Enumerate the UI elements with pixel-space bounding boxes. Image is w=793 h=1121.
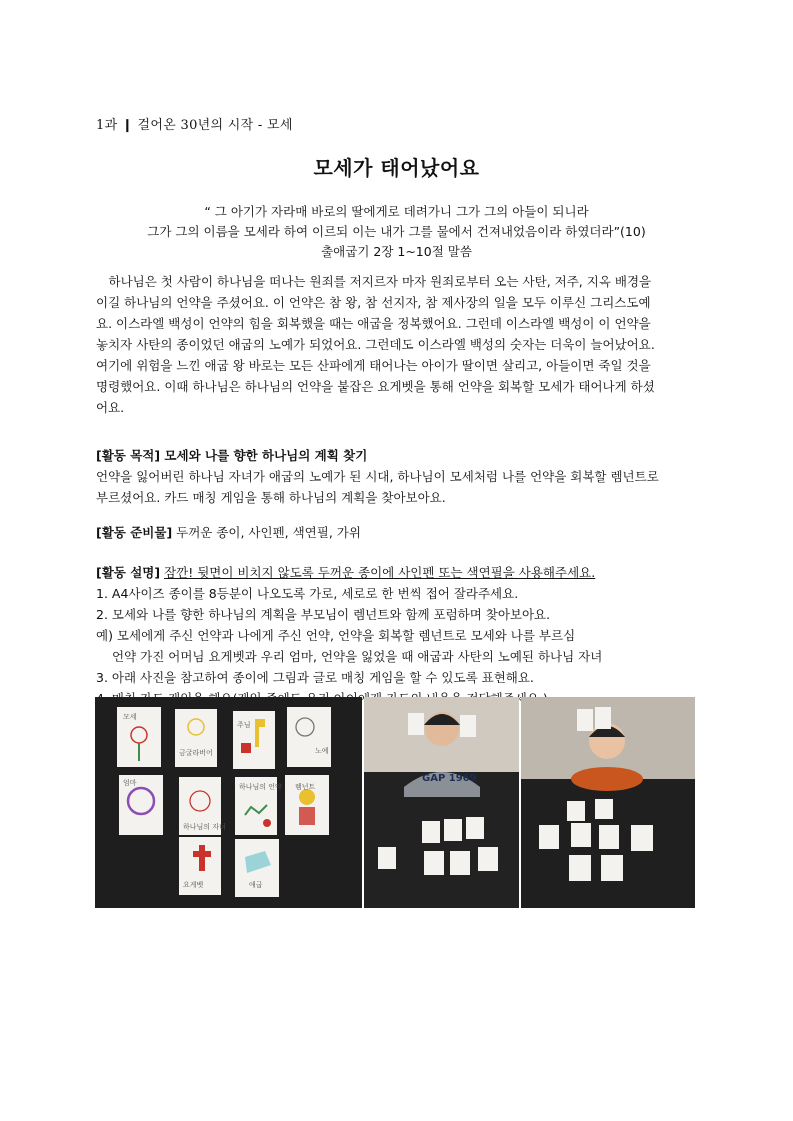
materials-heading: [활동 준비물] (96, 525, 173, 540)
example-2: 언약 가진 어머님 요게벳과 우리 엄마, 언약을 잃었을 때 애굽과 사탄의 노예된 하나님 자녀 (112, 649, 603, 664)
description-heading: [활동 설명] (96, 565, 161, 580)
materials-text: 두꺼운 종이, 사인펜, 색연필, 가위 (172, 525, 361, 540)
verse-line-1: “ 그 아기가 자라매 바로의 딸에게로 데려가니 그가 그의 아들이 되니라 (204, 204, 589, 219)
activity-photos (95, 697, 695, 908)
intro-line: 여기에 위험을 느낀 애굽 왕 바로는 모든 산파에게 태어나는 아이가 딸이면 살리고, 아들이면 죽일 것을 (96, 358, 651, 373)
card-label-lord: 주님 (237, 721, 251, 729)
card-label-mom: 엄마 (123, 779, 137, 787)
intro-line: 하나님은 첫 사람이 하나님을 떠나는 원죄를 저지르자 마자 원죄로부터 오는 사탄, 저주, 지옥 배경을 (96, 274, 652, 289)
photo-cards-drawn (95, 697, 362, 908)
card-label-ark: 애굽 (249, 881, 263, 889)
photo-boy-playing (364, 697, 519, 908)
verse-reference: 출애굽기 2장 1~10절 말씀 (321, 244, 472, 259)
card-label-call: 렘넌트 (295, 783, 316, 791)
card-label-slave: 노예 (315, 747, 329, 755)
card-label-god: 하나님의 언약 (239, 783, 282, 791)
activity-purpose (96, 445, 698, 508)
intro-line: 어요. (96, 400, 125, 415)
description-note: 잠깐! 뒷면이 비치지 않도록 두꺼운 종이에 사인펜 또는 색연필을 사용해주세요. (164, 565, 596, 580)
card-label-me: 하나님의 자녀 (183, 823, 226, 831)
bible-verse (0, 202, 793, 262)
intro-paragraph (96, 271, 698, 418)
step-1: 1. A4사이즈 종이를 8등분이 나오도록 가로, 세로로 한 번씩 접어 잘라주세요. (96, 586, 519, 601)
intro-line: 명령했어요. 이때 하나님은 하나님의 언약을 붙잡은 요게벳을 통해 언약을 회복할 모세가 태어나게 하셨 (96, 379, 655, 394)
card-label-king: 금굴라버어 (179, 749, 213, 757)
step-3: 3. 아래 사진을 참고하여 종이에 그림과 글로 매칭 게임을 할 수 있도록 표현해요. (96, 670, 534, 685)
drawn-cards-image (95, 697, 362, 908)
page-title: 모세가 태어났어요 (313, 156, 480, 180)
purpose-line-2: 부르셨어요. 카드 매칭 게임을 통해 하나님의 계획을 찾아보아요. (96, 490, 446, 505)
purpose-heading: [활동 목적] 모세와 나를 향한 하나님의 계획 찾기 (96, 448, 368, 463)
activity-description (96, 562, 698, 709)
verse-line-2: 그가 그의 이름을 모세라 하여 이르되 이는 내가 그를 물에서 건져내었음이라 하였더라”(10) (147, 224, 646, 239)
purpose-line-1: 언약을 잃어버린 하나님 자녀가 애굽의 노예가 된 시대, 하나님이 모세처럼 나를 언약을 회복할 렘넌트로 (96, 469, 659, 484)
shirt-text: GAP 1969 (422, 773, 477, 784)
intro-line: 요. 이스라엘 백성이 언약의 힘을 회복했을 때는 애굽을 정복했어요. 그런데 이스라엘 백성이 이 언약을 (96, 316, 651, 331)
chapter-header: 1과 ❙ 걸어온 30년의 시작 - 모세 (96, 118, 293, 133)
intro-line: 놓치자 사탄의 종이었던 애굽의 노예가 되었어요. 그런데도 이스라엘 백성의 숫자는 더욱이 늘어났어요. (96, 337, 655, 352)
intro-line: 이길 하나님의 언약을 주셨어요. 이 언약은 참 왕, 참 선지자, 참 제사장의 일을 모두 이루신 그리스도예 (96, 295, 651, 310)
step-2: 2. 모세와 나를 향한 하나님의 계획을 부모님이 렘넌트와 함께 포럼하며 찾아보아요. (96, 607, 551, 622)
example-1: 예) 모세에게 주신 언약과 나에게 주신 언약, 언약을 회복할 렘넌트로 모세와 나를 부르심 (96, 628, 576, 643)
card-label-yokebed: 요게벳 (183, 881, 204, 889)
activity-materials (96, 522, 698, 543)
photo-child-playing (521, 697, 695, 908)
card-label-moses: 모세 (123, 713, 137, 721)
